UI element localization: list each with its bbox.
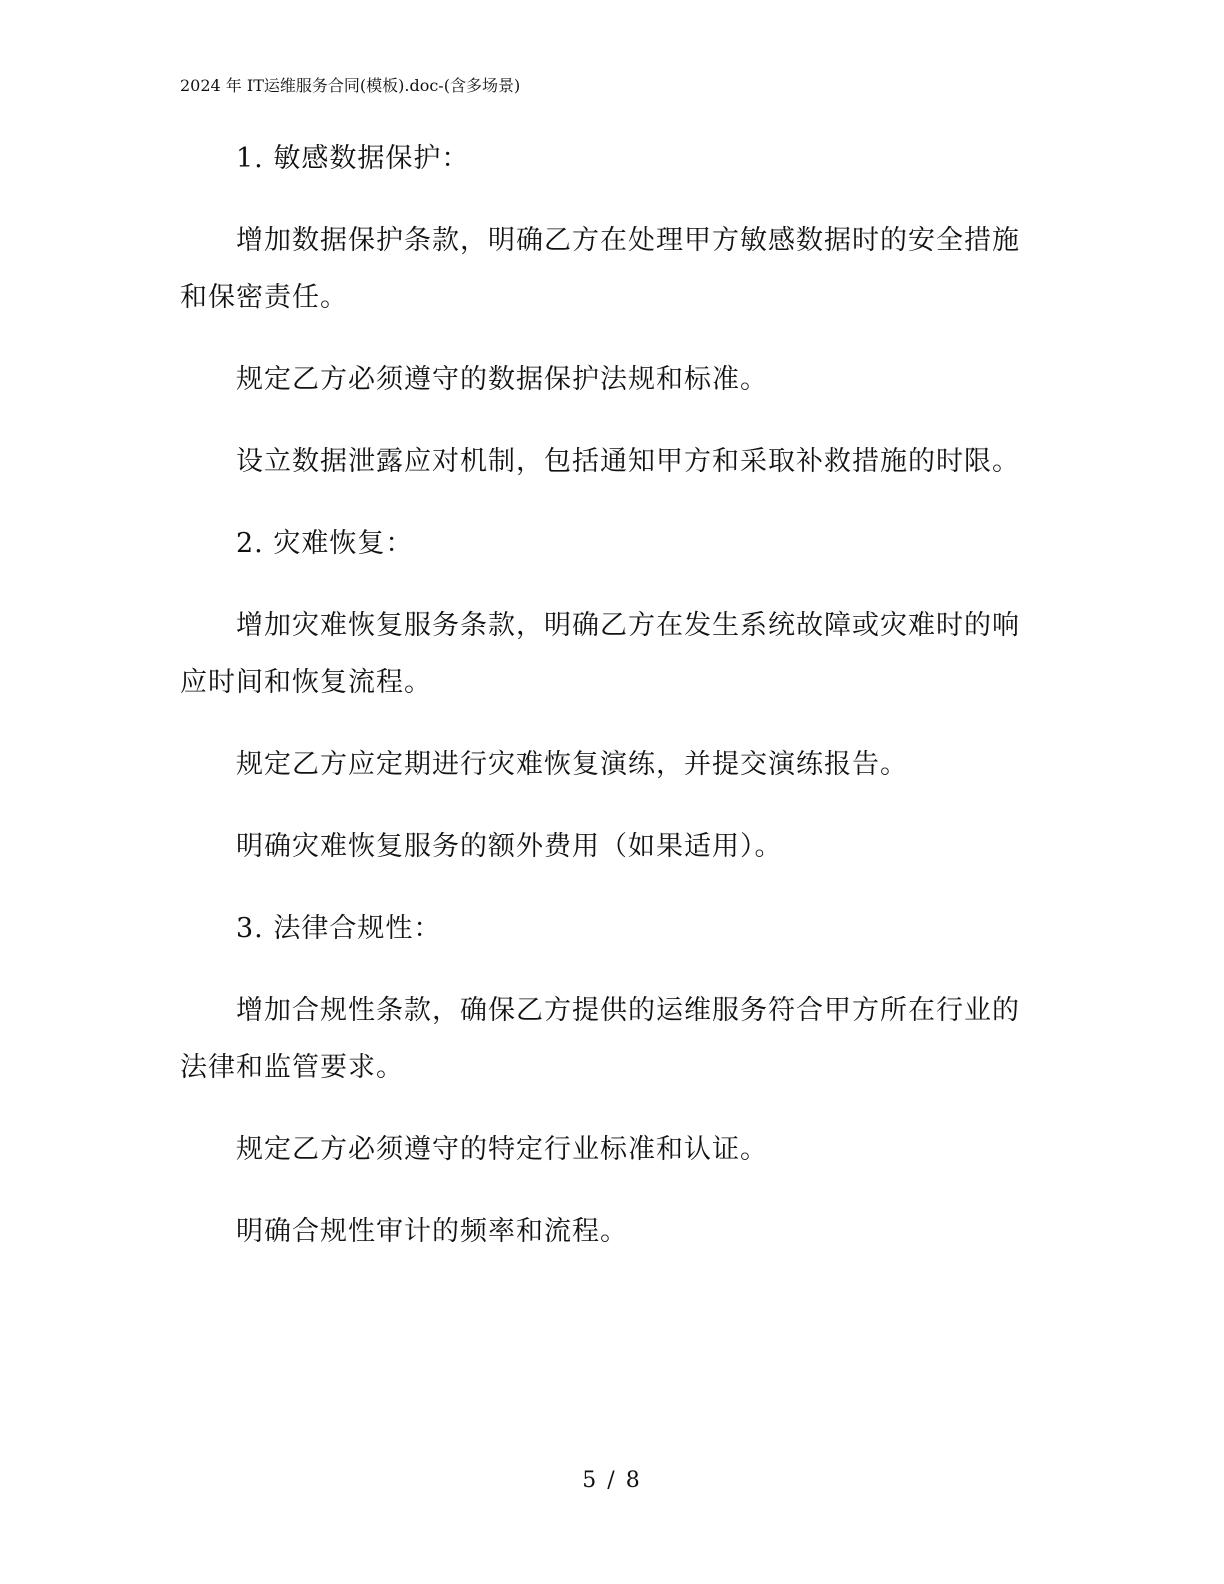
document-body — [180, 130, 1032, 1285]
document-header: 2024 年 IT运维服务合同(模板).doc-(含多场景) — [180, 76, 521, 95]
paragraph: 增加灾难恢复服务条款，明确乙方在发生系统故障或灾难时的响应时间和恢复流程。 — [180, 610, 1020, 698]
paragraph: 设立数据泄露应对机制，包括通知甲方和采取补救措施的时限。 — [236, 446, 1020, 477]
page-number: 5 / 8 — [582, 1468, 642, 1493]
paragraph: 增加数据保护条款，明确乙方在处理甲方敏感数据时的安全措施和保密责任。 — [180, 225, 1020, 313]
section-heading-legal-compliance: 3. 法律合规性： — [236, 913, 442, 944]
section-heading-disaster-recovery: 2. 灾难恢复： — [236, 528, 414, 559]
paragraph: 明确合规性审计的频率和流程。 — [236, 1216, 628, 1247]
section-heading-sensitive-data: 1. 敏感数据保护： — [236, 143, 470, 174]
paragraph: 规定乙方应定期进行灾难恢复演练，并提交演练报告。 — [236, 749, 908, 780]
paragraph: 明确灾难恢复服务的额外费用（如果适用）。 — [236, 831, 783, 862]
paragraph: 增加合规性条款，确保乙方提供的运维服务符合甲方所在行业的法律和监管要求。 — [180, 995, 1020, 1083]
paragraph: 规定乙方必须遵守的数据保护法规和标准。 — [236, 364, 768, 395]
paragraph: 规定乙方必须遵守的特定行业标准和认证。 — [236, 1134, 768, 1165]
